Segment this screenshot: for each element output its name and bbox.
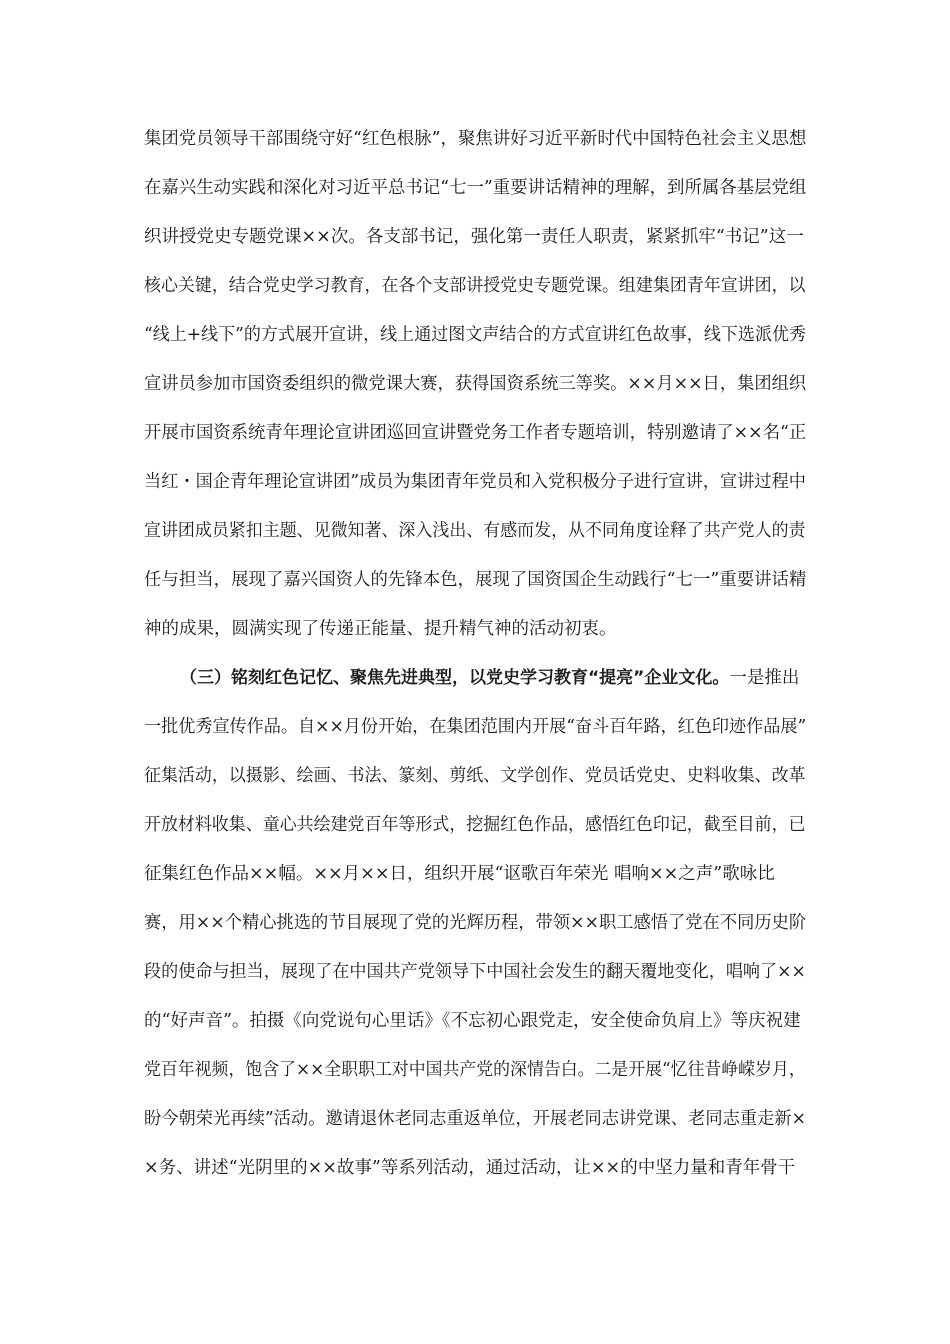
text-line: ×务、讲述“光阴里的××故事”等系列活动，通过活动，让××的中坚力量和青年骨干 <box>144 1158 796 1178</box>
text-line: “线上+线下”的方式展开宣讲，线上通过图文声结合的方式宣讲红色故事，线下选派优秀 <box>144 325 807 345</box>
text-line: 神的成果，圆满实现了传递正能量、提升精气神的活动初衷。 <box>144 619 617 639</box>
text-run: 一是推出 <box>729 668 800 688</box>
text-line: 当红・国企青年理论宣讲团”成员为集团青年党员和入党积极分子进行宣讲，宣讲过程中 <box>144 472 806 492</box>
text-line: 在嘉兴生动实践和深化对习近平总书记“七一”重要讲话精神的理解，到所属各基层党组 <box>144 178 807 198</box>
text-line: 核心关键，结合党史学习教育，在各个支部讲授党史专题党课。组建集团青年宣讲团，以 <box>144 276 806 296</box>
text-line: 党百年视频，饱含了××全职职工对中国共产党的深情告白。二是开展“忆往昔峥嵘岁月， <box>144 1060 806 1080</box>
text-line: 开展市国资系统青年理论宣讲团巡回宣讲暨党务工作者专题培训，特别邀请了××名“正 <box>144 423 807 443</box>
text-line: 任与担当，展现了嘉兴国资人的先锋本色，展现了国资国企生动践行“七一”重要讲话精 <box>144 570 807 590</box>
text-line: 赛，用××个精心挑选的节目展现了党的光辉历程，带领××职工感悟了党在不同历史阶 <box>144 913 807 933</box>
text-line: 盼今朝荣光再续”活动。邀请退休老同志重返单位，开展老同志讲党课、老同志重走新× <box>144 1109 807 1129</box>
text-line: 开放材料收集、童心共绘建党百年等形式，挖掘红色作品，感悟红色印记，截至目前，已 <box>144 815 806 835</box>
text-line: 宣讲员参加市国资委组织的微党课大赛，获得国资系统三等奖。××月××日，集团组织 <box>144 374 807 394</box>
section-heading-line <box>180 666 799 690</box>
text-line: 宣讲团成员紧扣主题、见微知著、深入浅出、有感而发，从不同角度诠释了共产党人的责 <box>144 521 806 541</box>
text-line: 段的使命与担当，展现了在中国共产党领导下中国社会发生的翻天覆地变化，唱响了×× <box>144 962 806 982</box>
text-line: 织讲授党史专题党课××次。各支部书记，强化第一责任人职责，紧紧抓牢“书记”这一 <box>144 227 804 247</box>
text-line: 的“好声音”。拍摄《向党说句心里话》《不忘初心跟党走，安全使命负肩上》等庆祝建 <box>144 1011 801 1031</box>
text-line: 集团党员领导干部围绕守好“红色根脉”，聚焦讲好习近平新时代中国特色社会主义思想 <box>144 129 807 149</box>
text-line: 征集红色作品××幅。××月××日，组织开展“讴歌百年荣光 唱响××之声”歌咏比 <box>144 864 775 884</box>
section-heading: （三）铭刻红色记忆、聚焦先进典型，以党史学习教育“提亮”企业文化。 <box>180 668 730 688</box>
text-line: 征集活动，以摄影、绘画、书法、篆刻、剪纸、文学创作、党员话党史、史料收集、改革 <box>144 766 806 786</box>
text-line: 一批优秀宣传作品。自××月份开始，在集团范围内开展“奋斗百年路，红色印迹作品展” <box>144 717 807 737</box>
